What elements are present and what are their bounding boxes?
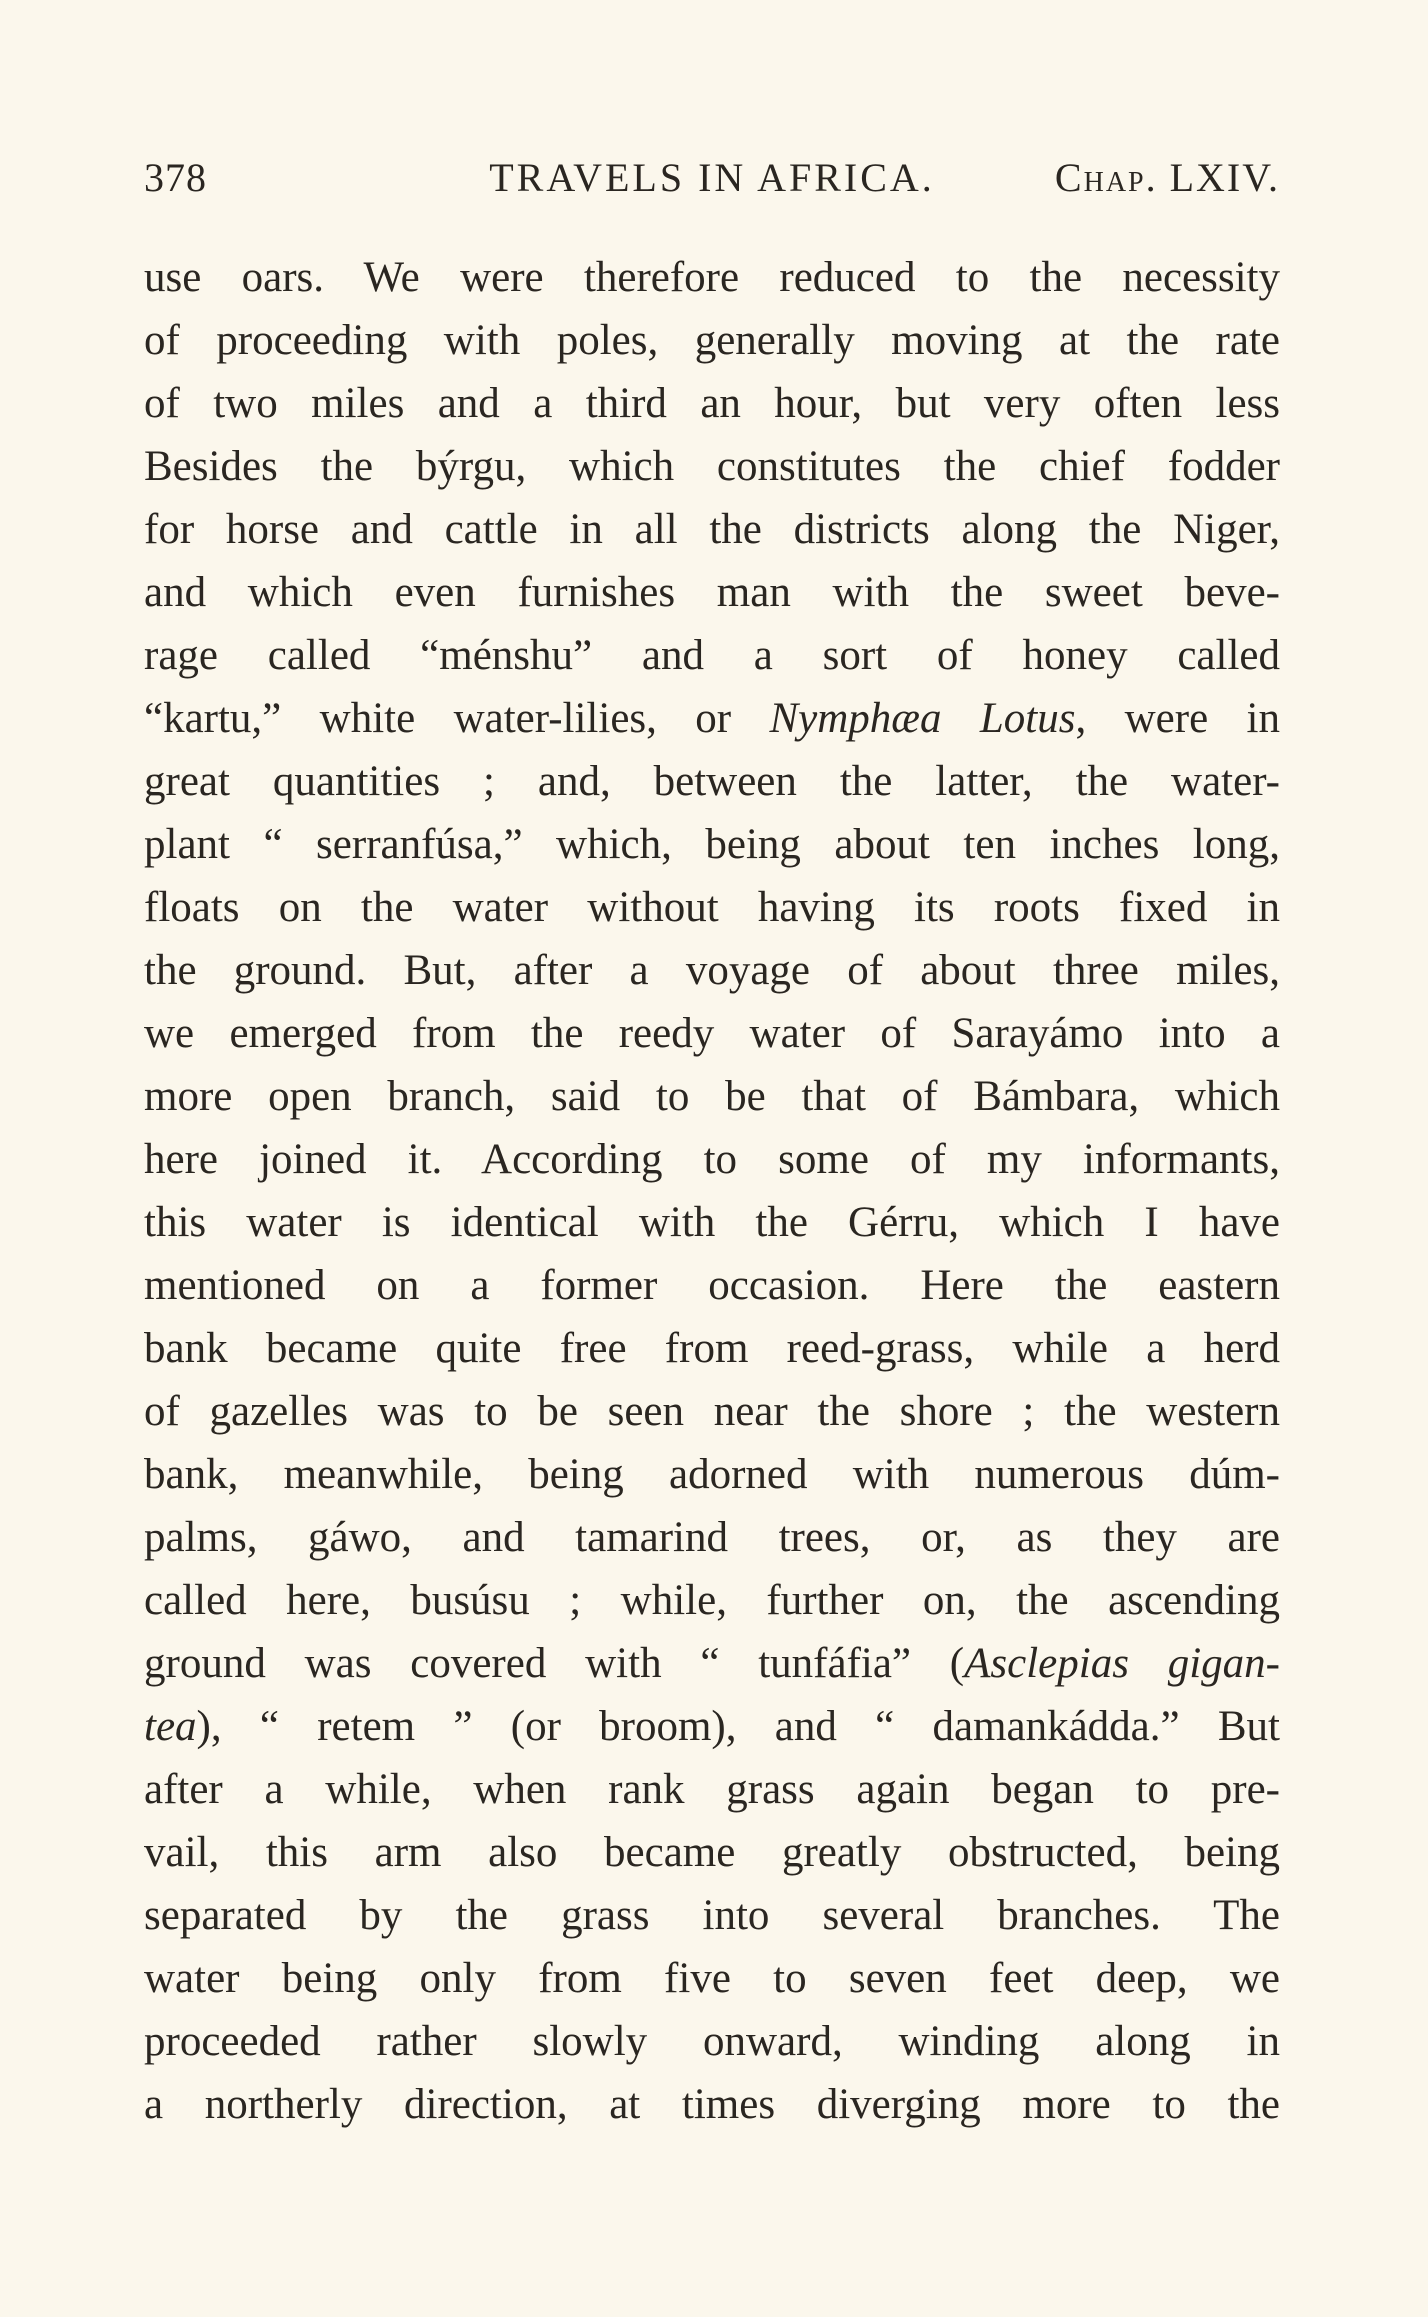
text-line: a northerly direction, at times diverging more to the: [144, 2081, 1280, 2128]
text-line: [144, 687, 1280, 750]
text-line: this water is identical with the Gérru, which I have: [144, 1199, 1280, 1246]
text-line: plant “ serranfúsa,” which, being about ten inches long,: [144, 821, 1280, 868]
text-line: of two miles and a third an hour, but very often less: [144, 380, 1280, 427]
text-line: [144, 1695, 1280, 1758]
chapter-label: Chap. LXIV.: [1054, 155, 1280, 200]
text-line: and which even furnishes man with the sweet beve-: [144, 569, 1280, 616]
text-line: great quantities ; and, between the latter, the water-: [144, 758, 1280, 805]
text-run: ground was covered with “ tunfáfia” (: [144, 1640, 965, 1687]
text-line: bank became quite free from reed-grass, while a herd: [144, 1325, 1280, 1372]
text-line: separated by the grass into several branches. The: [144, 1892, 1280, 1939]
text-line: the ground. But, after a voyage of about three miles,: [144, 947, 1280, 994]
running-head: [144, 148, 1280, 208]
italic-term: Asclepias gigan-: [964, 1640, 1280, 1687]
text-line: bank, meanwhile, being adorned with numerous dúm-: [144, 1451, 1280, 1498]
page-number: 378: [144, 155, 207, 200]
book-title: TRAVELS IN AFRICA.: [489, 155, 935, 200]
text-line: floats on the water without having its roots fixed in: [144, 884, 1280, 931]
text-line: Besides the býrgu, which constitutes the chief fodder: [144, 443, 1280, 490]
text-run: “kartu,” white water-lilies, or: [144, 695, 770, 742]
text-line: of gazelles was to be seen near the shore ; the western: [144, 1388, 1280, 1435]
text-line: we emerged from the reedy water of Sarayámo into a: [144, 1010, 1280, 1057]
text-line: rage called “ménshu” and a sort of honey called: [144, 632, 1280, 679]
text-line: proceeded rather slowly onward, winding along in: [144, 2018, 1280, 2065]
text-line: water being only from five to seven feet deep, we: [144, 1955, 1280, 2002]
text-run: ), “ retem ” (or broom), and “ damankádda.” But: [196, 1703, 1280, 1750]
text-line: more open branch, said to be that of Bámbara, which: [144, 1073, 1280, 1120]
text-line: called here, busúsu ; while, further on, the ascending: [144, 1577, 1280, 1624]
italic-term: Nymphæa Lotus: [769, 695, 1076, 742]
text-line: for horse and cattle in all the districts along the Niger,: [144, 506, 1280, 553]
text-line: after a while, when rank grass again began to pre-: [144, 1766, 1280, 1813]
text-line: here joined it. According to some of my informants,: [144, 1136, 1280, 1183]
text-line: [144, 1632, 1280, 1695]
text-line: vail, this arm also became greatly obstructed, being: [144, 1829, 1280, 1876]
text-line: mentioned on a former occasion. Here the eastern: [144, 1262, 1280, 1309]
body-text: [144, 246, 1280, 2136]
italic-term: tea: [144, 1703, 197, 1750]
text-run: , were in: [1075, 695, 1280, 742]
text-line: of proceeding with poles, generally moving at the rate: [144, 317, 1280, 364]
text-line: use oars. We were therefore reduced to the necessity: [144, 254, 1280, 301]
text-line: palms, gáwo, and tamarind trees, or, as they are: [144, 1514, 1280, 1561]
